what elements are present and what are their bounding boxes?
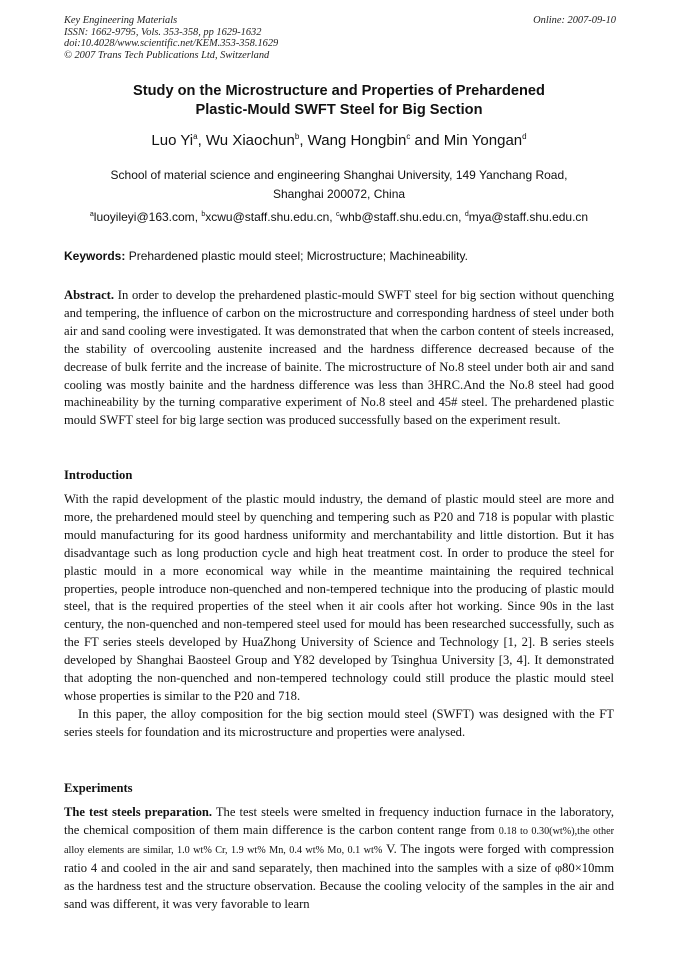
email[interactable]	[201, 210, 336, 224]
email-address[interactable]: whb@staff.shu.edu.cn	[339, 210, 459, 224]
copyright-line: © 2007 Trans Tech Publications Ltd, Switzerland	[64, 49, 270, 61]
author-list	[64, 131, 614, 151]
author-name: Luo Yi	[151, 132, 194, 149]
introduction-section	[64, 491, 614, 742]
keywords-text: Prehardened plastic mould steel; Microstructure; Machineability.	[125, 249, 468, 263]
keywords-label: Keywords:	[64, 249, 126, 263]
email-address[interactable]: xcwu@staff.shu.edu.cn	[205, 210, 330, 224]
journal-name: Key Engineering Materials	[64, 15, 178, 26]
email[interactable]	[465, 210, 588, 224]
author-sup: c	[406, 132, 411, 141]
author-sep: ,	[299, 132, 308, 149]
email[interactable]	[336, 210, 465, 224]
author-sup: d	[522, 132, 527, 141]
experiments-text-a: The test steels were smelted in frequency induction furnace in the laboratory, the chemical composition of them main difference is the carbon content range from	[64, 805, 614, 837]
email-sep: ,	[194, 210, 202, 224]
affiliation-line-1: School of material science and engineering Shanghai University, 149 Yanchang Road,	[110, 168, 568, 182]
author	[151, 132, 206, 149]
experiments-text-small: 0.18 to 0.30(wt%),the other alloy elements are similar, 1.0 wt% Cr, 1.9 wt% Mn, 0.4 wt% Mo, 0.1 wt%	[64, 825, 614, 856]
author-sep: and	[410, 132, 444, 149]
author-name: Wu Xiaochun	[205, 132, 295, 149]
issn-line: ISSN: 1662-9795, Vols. 353-358, pp 1629-1632	[64, 26, 262, 38]
author	[444, 132, 527, 149]
email-sep: ,	[458, 210, 465, 224]
email-sup: d	[464, 211, 469, 218]
author-name: Min Yongan	[443, 132, 523, 149]
affiliation-line-2: Shanghai 200072, China	[272, 187, 406, 201]
online-date: Online: 2007-09-10	[533, 15, 616, 26]
email-sep: ,	[329, 210, 336, 224]
author-sup: b	[294, 132, 300, 141]
author-sep: ,	[197, 132, 206, 149]
experiments-heading: Experiments	[64, 781, 133, 795]
email-sup: c	[335, 211, 340, 218]
abstract-text: In order to develop the prehardened plastic-mould SWFT steel for big section without quenching and tempering, the influence of carbon on the microstructure and corresponding hardness of steel under both air and sand cooling were investigated. It was demonstrated that when the carbon content of steels increased, the stability of overcooling austenite increased and the hardness difference decreased because of the decrease of bulk ferrite and the increase of bainite. The microstructure of No.8 steel under both air and sand cooling was mostly bainite and the hardness difference was less than 3HRC.And the No.8 steel had good machineability by the turning comparative experiment of No.8 steel and 45# steel. The prehardened plastic mould SWFT steel for big large section was produced successfully based on the experiment result.	[64, 288, 614, 428]
keywords	[64, 248, 614, 264]
journal-header	[64, 15, 616, 61]
author-sup: a	[193, 132, 198, 141]
author	[206, 132, 308, 149]
email-address[interactable]: luoyileyi@163.com	[93, 210, 195, 224]
test-steels-label: The test steels preparation.	[64, 805, 213, 819]
email[interactable]	[90, 210, 201, 224]
author-name: Wang Hongbin	[307, 132, 407, 149]
abstract	[64, 287, 614, 430]
email-address[interactable]: mya@staff.shu.edu.cn	[468, 210, 589, 224]
author	[308, 132, 444, 149]
introduction-heading: Introduction	[64, 468, 133, 482]
experiments-section	[64, 804, 614, 913]
doi-line: doi:10.4028/www.scientific.net/KEM.353-358.1629	[64, 38, 279, 49]
affiliation	[64, 166, 614, 204]
title-line-1: Study on the Microstructure and Properties of Prehardened	[133, 83, 545, 99]
paper-title	[64, 82, 614, 120]
email-sup: a	[89, 211, 94, 218]
title-line-2: Plastic-Mould SWFT Steel for Big Section	[195, 102, 483, 118]
experiments-text-b: V. The ingots were forged with compression ratio 4 and cooled in the air and sand separately, then machined into the samples with a size of φ80×10mm as the hardness test and the structure observation. Because the cooling velocity of the samples in the air and sand was different, it was very favorable to learn	[64, 841, 614, 911]
introduction-paragraph-1: With the rapid development of the plastic mould industry, the demand of plastic mould steel are more and more, the prehardened mould steel by quenching and tempering such as P20 and 718 is popular with plastic mould manufacturing for its good hardness uniformity and merchantability and little distortion. But it has disadvantage such as long production cycle and high heat treatment cost. In order to produce the steel for plastic mould in a more economical way while in the meantime maintaining the required technical properties, people introduce non-quenched and non-tempered technique into the producing of plastic mould steel, that is the required properties of the steel when it air cools after hot working. Since 90s in the last century, the non-quenched and non-tempered steel used for mould has been researched successfully, such as the FT series steels developed by HuaZhong University of Science and Technology [1, 2]. B series steels developed by Shanghai Baosteel Group and Y82 developed by Tsinghua University [3, 4]. It demonstrated that adopting the non-quenched and non-tempered technology could still produce the plastic mould steel whose properties is similar to the P20 and 718.	[64, 492, 614, 703]
experiments-paragraph	[64, 804, 614, 913]
introduction-paragraph-2: In this paper, the alloy composition for the big section mould steel (SWFT) was designed with the FT series steels for foundation and its microstructure and properties were analysed.	[64, 706, 614, 739]
email-sup: b	[201, 211, 206, 218]
email-list	[64, 209, 614, 225]
abstract-label: Abstract.	[64, 288, 115, 302]
